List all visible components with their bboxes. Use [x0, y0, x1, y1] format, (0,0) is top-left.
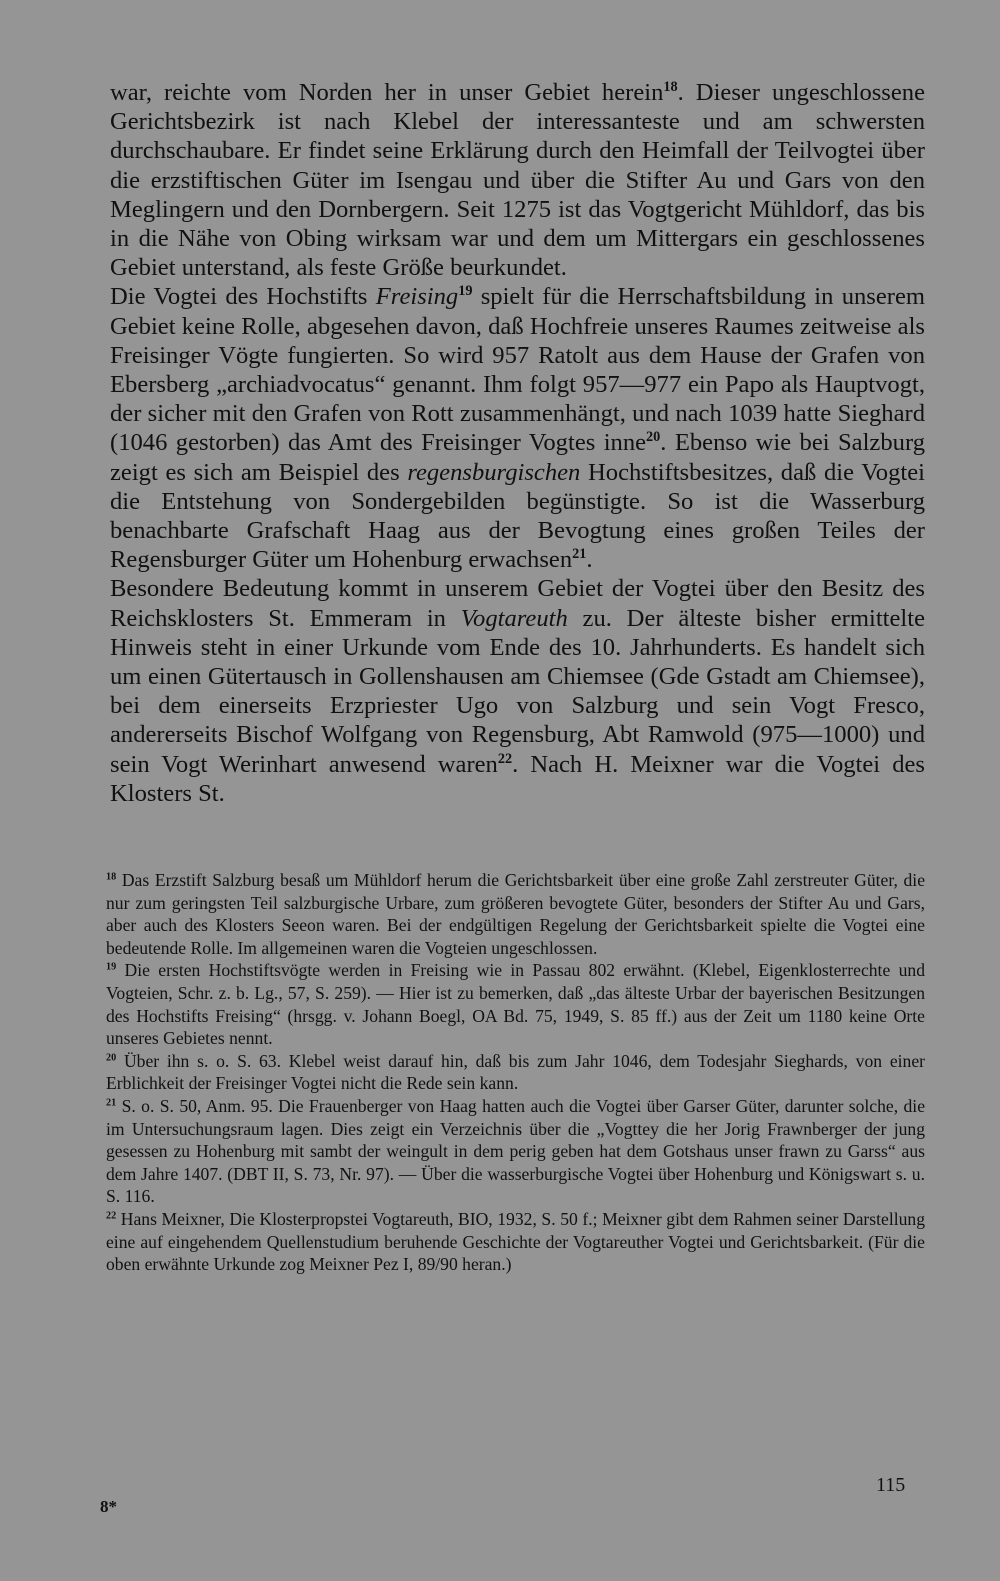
paragraph-2	[110, 282, 925, 574]
text-run: war, reichte vom Norden her in unser Gebiet herein	[110, 79, 664, 106]
italic-term-freising: Freising	[375, 283, 459, 311]
text-run: . Ebenso wie bei Salzburg zeigt es sich am Beispiel des	[110, 429, 925, 486]
footnote-ref-21[interactable]: 21	[572, 546, 587, 563]
footnote-18	[106, 869, 925, 959]
footnote-21	[106, 1095, 925, 1208]
footnote-text: S. o. S. 50, Anm. 95. Die Frauenberger von Haag hatten auch die Vogtei über Garser Güter, darunter solche, die im Untersuchungsraum lagen. Dies zeigt ein Verzeichnis über die „Vogttey die her Jorig Frawnberger der jung gesessen zu Hohenburg mit sambt der weingult in dem perig geben hat dem Gotshaus unser frawn zu Garss“ aus dem Jahre 1407. (DBT II, S. 73, Nr. 97). — Über die wasserburgische Vogtei über Hohenburg und Königswart s. u. S. 116.	[106, 1095, 925, 1207]
page-number: 115	[876, 1474, 906, 1496]
footnote-22	[106, 1208, 925, 1276]
signature-mark: 8*	[100, 1497, 117, 1516]
text-run: . Dieser ungeschlossene Gerichtsbezirk ist nach Klebel der interessanteste und am schwersten durchschaubare. Er findet seine Erklärung durch den Heimfall der Teilvogtei über die erzstiftischen Güter im Isengau und über die Stifter Au und Gars von den Meglingern und den Dornbergern. Seit 1275 ist das Vogtgericht Mühldorf, das bis in die Nähe von Obing wirksam war und dem um Mittergars ein geschlossenes Gebiet unterstand, als feste Größe beurkundet.	[110, 79, 926, 282]
footnote-ref-20[interactable]: 20	[646, 429, 661, 446]
text-run: Die Vogtei des Hochstifts	[110, 283, 376, 311]
footnotes	[106, 869, 925, 1276]
main-text	[110, 78, 925, 808]
paragraph-3	[110, 574, 925, 808]
footnote-number: 22	[106, 1210, 117, 1222]
footnote-number: 19	[106, 962, 117, 974]
footnote-text: Die ersten Hochstiftsvögte werden in Freising wie in Passau 802 erwähnt. (Klebel, Eigenklosterrechte und Vogteien, Schr. z. b. Lg., 57, S. 259). — Hier ist zu bemerken, daß „das älteste Urbar der bayerischen Besitzungen des Hochstifts Freising“ (hrsgg. v. Johann Boegl, OA Bd. 75, 1949, S. 85 ff.) aus der Zeit um 1180 keine Orte unseres Gebietes nennt.	[106, 960, 925, 1049]
text-run: Hochstiftsbesitzes, daß die Vogtei die Entstehung von Sondergebilden begünstigte. So ist die Wasserburg benachbarte Grafschaft Haag aus der Bevogtung eines großen Teiles der Regensburger Güter um Hohenburg erwachsen	[110, 458, 925, 574]
footnote-20	[106, 1050, 925, 1095]
text-run: spielt für die Herrschaftsbildung in unserem Gebiet keine Rolle, abgesehen davon, daß Hochfreie unseres Raumes zeitweise als Freisinger Vögte fungierten. So wird 957 Ratolt aus dem Hause der Grafen von Ebersberg „archiadvocatus“ genannt. Ihm folgt 957—977 ein Papo als Hauptvogt, der sicher mit den Grafen von Rott zusammenhängt, und nach 1039 hatte Sieghard (1046 gestorben) das Amt des Freisinger Vogtes inne	[110, 283, 926, 457]
italic-term-regensburgischen: regensburgischen	[407, 458, 581, 486]
paragraph-1	[110, 78, 925, 282]
text-run: . Nach H. Meixner war die Vogtei des Klosters St.	[110, 750, 925, 807]
footnote-number: 20	[106, 1052, 117, 1064]
footnote-text: Das Erzstift Salzburg besaß um Mühldorf herum die Gerichtsbarkeit über eine große Zahl zerstreuter Güter, die nur zum geringsten Teil salzburgische Urbare, zum größeren bevogtete Güter, besonders der Stifter Au und Gars, aber auch des Klosters Seeon waren. Bei der endgültigen Regelung der Gerichtsbarkeit spielte die Vogtei eine bedeutende Rolle. Im allgemeinen waren die Vogteien ungeschlossen.	[106, 870, 925, 958]
text-run: zu. Der älteste bisher ermittelte Hinweis steht in einer Urkunde vom Ende des 10. Jahrhunderts. Es handelt sich um einen Gütertausch in Gollenshausen am Chiemsee (Gde Gstadt am Chiemsee), bei dem einerseits Erzpriester Ugo von Salzburg und sein Vogt Fresco, andererseits Bischof Wolfgang von Regensburg, Abt Ramwold (975—1000) und sein Vogt Werinhart anwesend waren	[110, 604, 926, 778]
footnote-text: Über ihn s. o. S. 63. Klebel weist darauf hin, daß bis zum Jahr 1046, dem Todesjahr Sieghards, von einer Erblichkeit der Freisinger Vogtei nicht die Rede sein kann.	[106, 1050, 925, 1094]
footnote-ref-18[interactable]: 18	[663, 79, 678, 96]
text-run: Besondere Bedeutung kommt in unserem Gebiet der Vogtei über den Besitz des Reichsklosters St. Emmeram in	[110, 575, 925, 632]
footnote-number: 21	[106, 1097, 117, 1109]
footnote-text: Hans Meixner, Die Klosterpropstei Vogtareuth, BIO, 1932, S. 50 f.; Meixner gibt dem Rahmen seiner Darstellung eine auf eingehendem Quellenstudium beruhende Geschichte der Vogtareuther Vogtei und Gerichtsbarkeit. (Für die oben erwähnte Urkunde zog Meixner Pez I, 89/90 heran.)	[106, 1208, 925, 1275]
footnote-19	[106, 959, 925, 1049]
footnote-ref-22[interactable]: 22	[497, 750, 513, 767]
text-run: .	[586, 546, 593, 574]
footnote-ref-19[interactable]: 19	[458, 283, 473, 300]
footnote-number: 18	[106, 871, 117, 883]
italic-term-vogtareuth: Vogtareuth	[460, 604, 568, 632]
